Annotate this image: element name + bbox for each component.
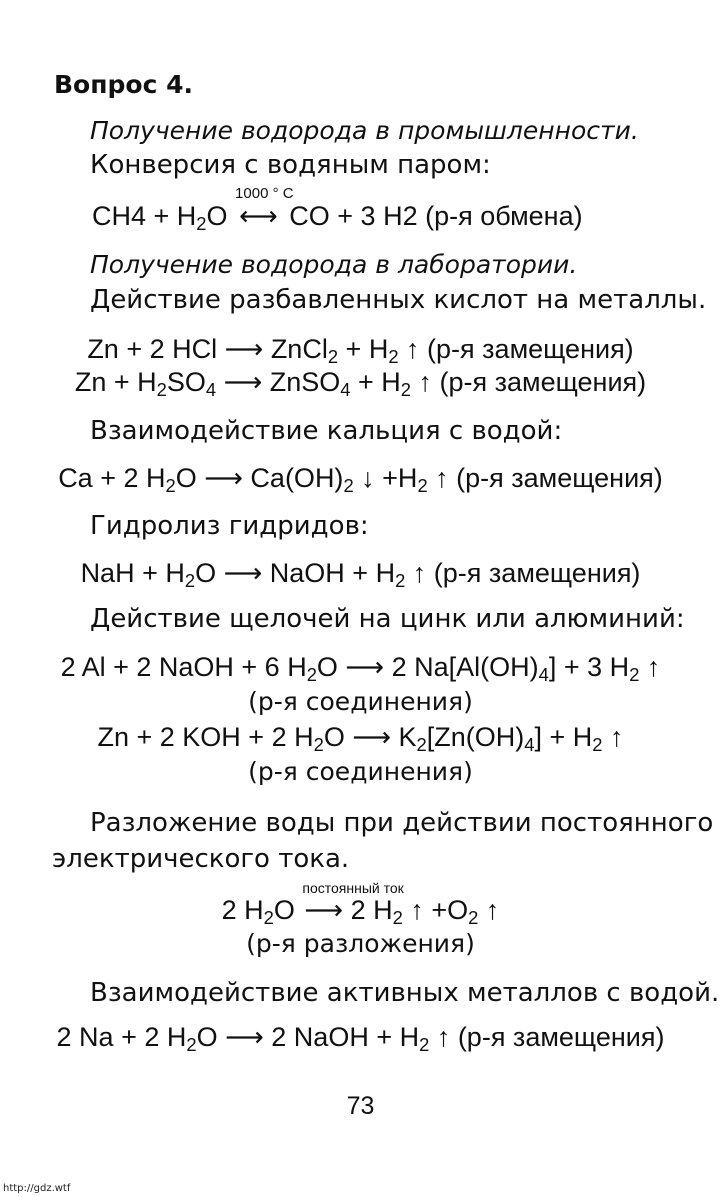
electrolysis-text-line1: Разложение воды при действии постоянного [90, 808, 714, 838]
lab-section-title: Получение водорода в лаборатории. [90, 250, 578, 279]
reaction-arrow: постоянный ток ⟶ [302, 880, 404, 925]
equation-zn-h2so4: $Zn + H_2SO_4$ ⟶ ZnSO$_4$ + $H_2$ ↑ (р-я замещения) [74, 367, 647, 401]
calcium-water-title: Взаимодействие кальция с водой: [90, 416, 563, 446]
equation-electrolysis-note: (р-я разложения) [246, 929, 475, 958]
arrow-condition-label: 1000 ° C [235, 185, 294, 202]
equation-ca-water: Ca + 2 $H_2O$ ⟶ $Ca(OH)_2$ ↓ $+H_2$ ↑ (р-я замещения) [58, 463, 663, 497]
active-metals-title: Взаимодействие активных металлов с водой. [90, 978, 720, 1008]
equation-al-naoh-note: (р-я соединения) [248, 687, 473, 716]
equation-zn-koh: Zn + 2 KOH + 2 $H_2O$ ⟶ $K_2[Zn(OH)_4] + H_2$ ↑ [97, 722, 624, 756]
equation-steam-conversion: $CH4 + H_2O$ 1000 ° C ⟷ CO + 3 H2 (р-я обмена) [92, 185, 583, 235]
equation-nah-water: NaH + $H_2O$ ⟶ NaOH + $H_2$ ↑ (р-я замещения) [80, 558, 641, 592]
equation-electrolysis: 2 $H_2O$ постоянный ток ⟶ 2 $H_2$ ↑ $+O_2$ ↑ [221, 880, 500, 929]
reaction-arrow: 1000 ° C ⟷ [235, 185, 294, 231]
footer-link[interactable]: http://gdz.wtf [3, 1183, 71, 1194]
page-number: 73 [346, 1092, 375, 1120]
equation-zn-koh-note: (р-я соединения) [248, 757, 473, 786]
electrolysis-text-line2: электрического тока. [52, 844, 350, 874]
alkali-metals-title: Действие щелочей на цинк или алюминий: [90, 604, 685, 634]
equation-zn-hcl: Zn + 2 HCl ⟶ ZnCl$_2$ + $H_2$ ↑ (р-я замещения) [87, 334, 634, 368]
hydride-hydrolysis-title: Гидролиз гидридов: [90, 511, 369, 541]
arrow-condition-label: постоянный ток [302, 880, 404, 896]
steam-conversion-title: Конверсия с водяным паром: [90, 150, 491, 180]
equation-al-naoh: 2 Al + 2 NaOH + 6 $H_2O$ ⟶ 2 $Na[Al(OH)_4] + 3$ $H_2$ ↑ [60, 652, 661, 686]
equation-na-water: 2 Na + 2 $H_2O$ ⟶ 2 NaOH + $H_2$ ↑ (р-я замещения) [56, 1022, 665, 1056]
industry-section-title: Получение водорода в промышленности. [90, 116, 639, 145]
question-heading: Вопрос 4. [54, 70, 193, 99]
acids-on-metals-title: Действие разбавленных кислот на металлы. [90, 285, 707, 315]
